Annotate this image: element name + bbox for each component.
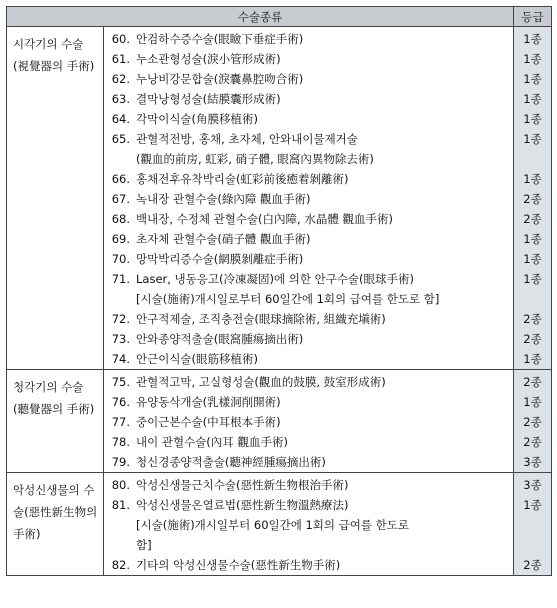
- grade-value: 1종: [523, 32, 542, 46]
- section-grades: [514, 27, 552, 370]
- list-item: [104, 555, 513, 575]
- list-item: [104, 349, 513, 369]
- item-number: 82.: [111, 558, 130, 572]
- grade-value: 2종: [523, 192, 542, 206]
- section-grades: [514, 370, 552, 473]
- grade-value: 1종: [523, 172, 542, 186]
- item-text: 관혈적고막, 고실형성술(觀血的鼓膜, 鼓室形成術): [136, 375, 386, 389]
- section-row: [7, 473, 552, 576]
- item-number: 62.: [111, 72, 130, 86]
- item-text: 안구적제술, 조직충전술(眼球摘除術, 組織充塡術): [136, 312, 386, 326]
- list-item: [104, 495, 513, 515]
- list-item: [104, 209, 513, 229]
- item-text: 악성신생물온열료법(惡性新生物溫熱療法): [136, 498, 349, 512]
- section-category: 악성신생물의 수술(惡性新生物의 手術): [7, 473, 104, 576]
- list-item: [104, 229, 513, 249]
- section-row: [7, 370, 552, 473]
- item-text: 내이 관혈수술(內耳 觀血手術): [136, 435, 288, 449]
- grade-value: 1종: [523, 72, 542, 86]
- surgery-table-container: [6, 6, 551, 576]
- list-item: [104, 269, 513, 289]
- grade-value: 1종: [523, 395, 542, 409]
- grade-value: 2종: [523, 415, 542, 429]
- grade-value: 3종: [523, 478, 542, 492]
- grade-spacer: [514, 535, 551, 555]
- item-text: [시술(施術)개시일부터 60일간에 1회의 급여를 한도로: [136, 518, 409, 532]
- table-body: [7, 27, 552, 576]
- list-item: [104, 29, 513, 49]
- header-grade: 등급: [514, 7, 552, 27]
- item-number: 69.: [111, 232, 130, 246]
- grade-value: 1종: [523, 272, 542, 286]
- list-item-continuation: [104, 535, 513, 555]
- list-item: [104, 329, 513, 349]
- item-number: 78.: [111, 435, 130, 449]
- list-item: [104, 372, 513, 392]
- item-number: 73.: [111, 332, 130, 346]
- item-number: 80.: [111, 478, 130, 492]
- item-number: 81.: [111, 498, 130, 512]
- item-text: 안근이식술(眼筋移植術): [136, 352, 259, 366]
- list-item: [104, 189, 513, 209]
- section-grades: [514, 473, 552, 576]
- grade-value: 1종: [523, 352, 542, 366]
- item-text: 망막박리증수술(網膜剝離症手術): [136, 252, 304, 266]
- item-text: 관혈적전방, 홍채, 초자체, 안와내이물제거술: [136, 132, 358, 146]
- item-number: 63.: [111, 92, 130, 106]
- surgery-grade-table: [6, 6, 552, 576]
- grade-value: 2종: [523, 435, 542, 449]
- item-number: 64.: [111, 112, 130, 126]
- item-text: 안와종양적출술(眼窩腫瘍摘出術): [136, 332, 304, 346]
- grade-value: 2종: [523, 558, 542, 572]
- item-text: 초자체 관혈수술(硝子體 觀血手術): [136, 232, 311, 246]
- section-category: 시각기의 수술(視覺器의 手術): [7, 27, 104, 370]
- list-item: [104, 475, 513, 495]
- grade-value: 1종: [523, 52, 542, 66]
- section-row: [7, 27, 552, 370]
- list-item: [104, 49, 513, 69]
- item-number: 72.: [111, 312, 130, 326]
- item-text: 악성신생물근치수술(惡性新生物根治手術): [136, 478, 349, 492]
- item-number: 66.: [111, 172, 130, 186]
- grade-value: 2종: [523, 332, 542, 346]
- item-text: 누소관형성술(淚小管形成術): [136, 52, 281, 66]
- section-category: 청각기의 수술(聽覺器의 手術): [7, 370, 104, 473]
- item-number: 61.: [111, 52, 130, 66]
- item-number: 74.: [111, 352, 130, 366]
- list-item: [104, 309, 513, 329]
- section-items: [104, 473, 514, 576]
- item-text: 기타의 악성신생물수술(惡性新生物手術): [136, 558, 341, 572]
- item-text: 녹내장 관혈수술(綠內障 觀血手術): [136, 192, 311, 206]
- list-item: [104, 432, 513, 452]
- grade-value: 1종: [523, 252, 542, 266]
- item-text: 청신경종양적출술(聽神經腫瘍摘出術): [136, 455, 326, 469]
- list-item: [104, 69, 513, 89]
- grade-spacer: [514, 515, 551, 535]
- item-text: Laser, 냉동응고(冷凍凝固)에 의한 안구수술(眼球手術): [136, 272, 415, 286]
- item-text: 누낭비강문합술(淚囊鼻腔吻合術): [136, 72, 304, 86]
- grade-value: 3종: [523, 455, 542, 469]
- grade-spacer: [514, 149, 551, 169]
- item-number: 60.: [111, 32, 130, 46]
- list-item: [104, 169, 513, 189]
- header-surgery-type: 수술종류: [7, 7, 514, 27]
- item-number: 76.: [111, 395, 130, 409]
- item-number: 79.: [111, 455, 130, 469]
- grade-value: 1종: [523, 132, 542, 146]
- table-header-row: [7, 7, 552, 27]
- grade-value: 2종: [523, 212, 542, 226]
- item-text: [시술(施術)개시일로부터 60일간에 1회의 급여를 한도로 함]: [136, 292, 440, 306]
- item-number: 65.: [111, 132, 130, 146]
- item-text: (觀血的前房, 虹彩, 硝子體, 眼窩內異物除去術): [136, 152, 374, 166]
- item-text: 각막이식술(角膜移植術): [136, 112, 259, 126]
- list-item: [104, 249, 513, 269]
- grade-value: 1종: [523, 232, 542, 246]
- item-number: 68.: [111, 212, 130, 226]
- list-item: [104, 89, 513, 109]
- list-item: [104, 109, 513, 129]
- grade-value: 1종: [523, 112, 542, 126]
- item-text: 홍채전후유착박리술(虹彩前後癒着剝離術): [136, 172, 349, 186]
- grade-value: 1종: [523, 92, 542, 106]
- list-item-continuation: [104, 289, 513, 309]
- item-text: 중이근본수술(中耳根本手術): [136, 415, 281, 429]
- list-item-continuation: [104, 149, 513, 169]
- item-number: 77.: [111, 415, 130, 429]
- item-number: 71.: [111, 272, 130, 286]
- section-items: [104, 370, 514, 473]
- item-text: 함]: [136, 538, 152, 552]
- list-item-continuation: [104, 515, 513, 535]
- item-text: 결막낭형성술(結膜囊形成術): [136, 92, 281, 106]
- item-number: 67.: [111, 192, 130, 206]
- grade-spacer: [514, 289, 551, 309]
- item-number: 70.: [111, 252, 130, 266]
- item-text: 안검하수증수술(眼瞼下垂症手術): [136, 32, 304, 46]
- list-item: [104, 412, 513, 432]
- grade-value: 2종: [523, 312, 542, 326]
- list-item: [104, 392, 513, 412]
- grade-value: 1종: [523, 498, 542, 512]
- list-item: [104, 129, 513, 149]
- item-text: 백내장, 수정체 관혈수술(白內障, 水晶體 觀血手術): [136, 212, 393, 226]
- grade-value: 2종: [523, 375, 542, 389]
- item-text: 유양동삭개술(乳樣洞削開術): [136, 395, 281, 409]
- item-number: 75.: [111, 375, 130, 389]
- section-items: [104, 27, 514, 370]
- list-item: [104, 452, 513, 472]
